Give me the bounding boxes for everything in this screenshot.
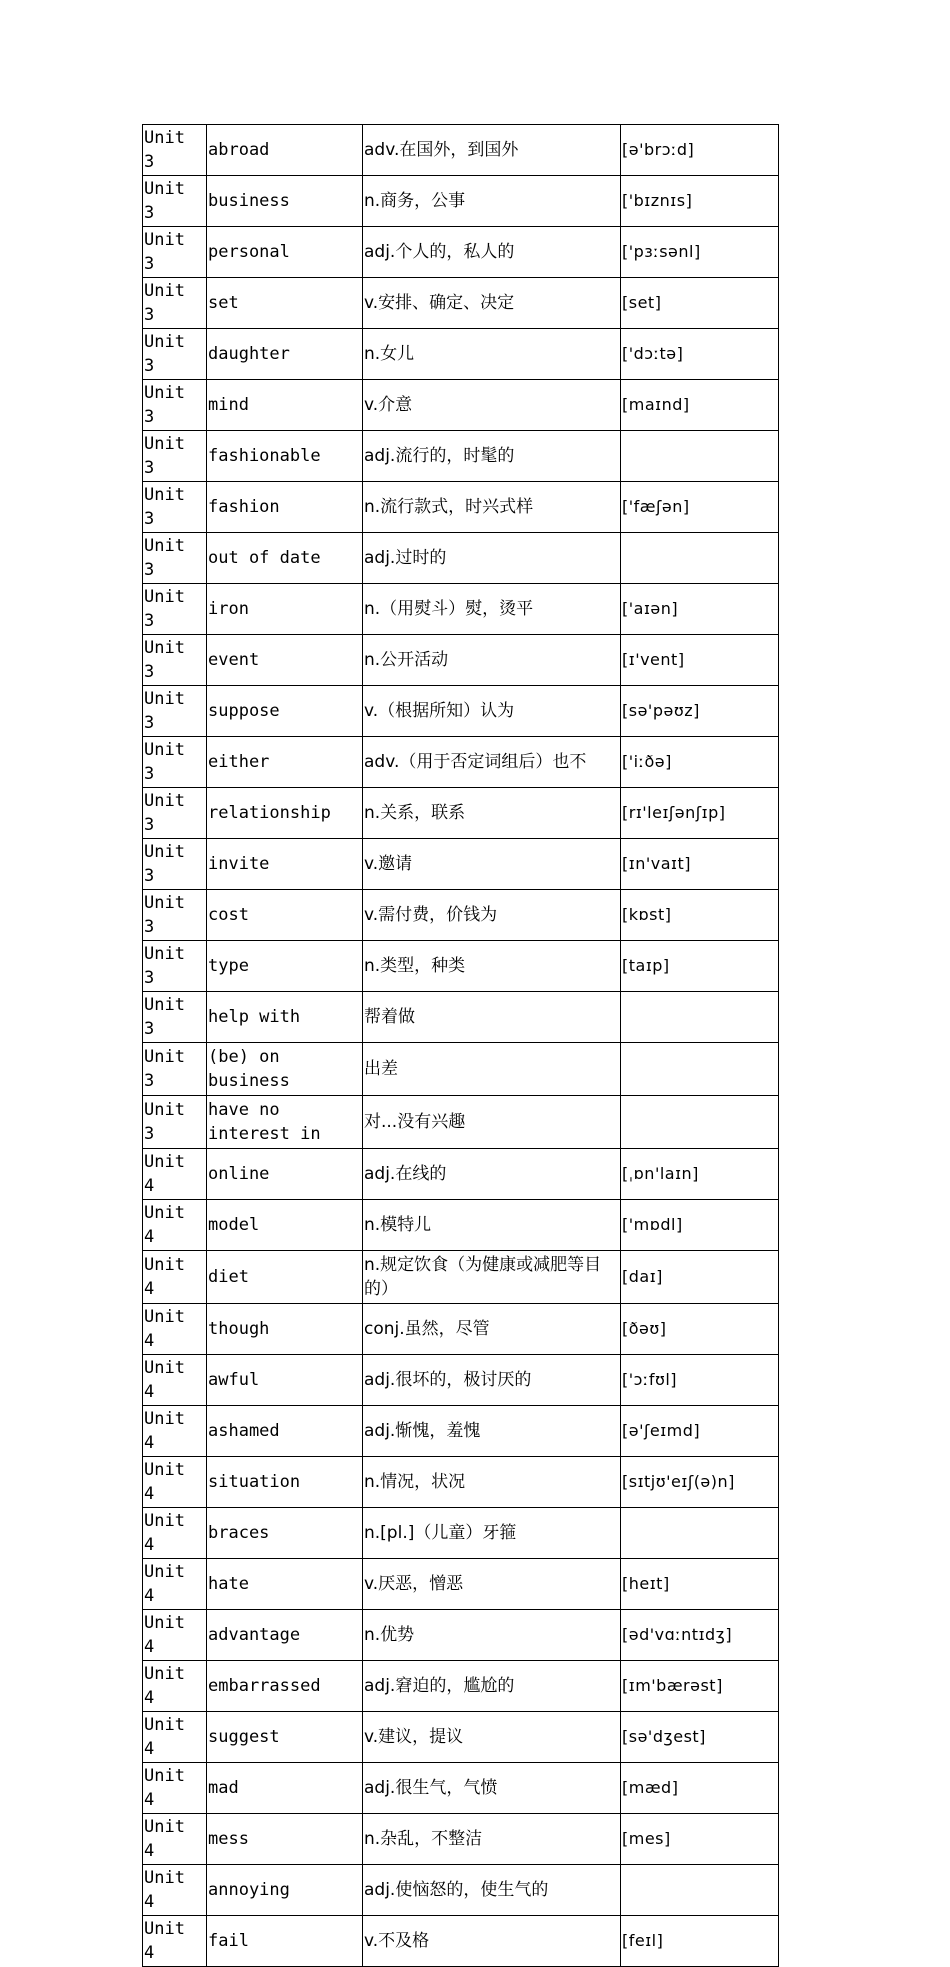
definition-cell: adj.很生气，气愤 bbox=[363, 1763, 621, 1814]
pronunciation-cell bbox=[621, 1096, 779, 1149]
definition-cell: n.杂乱，不整洁 bbox=[363, 1814, 621, 1865]
unit-cell: Unit 3 bbox=[143, 992, 207, 1043]
word-cell: mind bbox=[207, 380, 363, 431]
word-cell: awful bbox=[207, 1355, 363, 1406]
table-row bbox=[143, 1406, 779, 1457]
pronunciation-cell: [feɪl] bbox=[621, 1916, 779, 1967]
vocabulary-table bbox=[142, 124, 779, 1967]
word-cell: cost bbox=[207, 890, 363, 941]
table-row bbox=[143, 1355, 779, 1406]
definition-cell: v.需付费，价钱为 bbox=[363, 890, 621, 941]
table-row bbox=[143, 1865, 779, 1916]
table-row bbox=[143, 1043, 779, 1096]
definition-cell: adj.流行的，时髦的 bbox=[363, 431, 621, 482]
unit-cell: Unit 4 bbox=[143, 1661, 207, 1712]
pronunciation-cell: [ðəʊ] bbox=[621, 1304, 779, 1355]
table-row bbox=[143, 584, 779, 635]
unit-cell: Unit 3 bbox=[143, 1096, 207, 1149]
table-row bbox=[143, 839, 779, 890]
word-cell: (be) on business bbox=[207, 1043, 363, 1096]
pronunciation-cell: [sə'dʒest] bbox=[621, 1712, 779, 1763]
definition-cell: 出差 bbox=[363, 1043, 621, 1096]
unit-cell: Unit 4 bbox=[143, 1251, 207, 1304]
table-row bbox=[143, 1251, 779, 1304]
definition-cell: conj.虽然，尽管 bbox=[363, 1304, 621, 1355]
word-cell: fashion bbox=[207, 482, 363, 533]
definition-cell: v.（根据所知）认为 bbox=[363, 686, 621, 737]
pronunciation-cell bbox=[621, 431, 779, 482]
unit-cell: Unit 3 bbox=[143, 584, 207, 635]
pronunciation-cell: [heɪt] bbox=[621, 1559, 779, 1610]
definition-cell: adj.惭愧，羞愧 bbox=[363, 1406, 621, 1457]
definition-cell: adv.（用于否定词组后）也不 bbox=[363, 737, 621, 788]
definition-cell: n.规定饮食（为健康或减肥等目的） bbox=[363, 1251, 621, 1304]
table-row bbox=[143, 788, 779, 839]
unit-cell: Unit 4 bbox=[143, 1508, 207, 1559]
table-row bbox=[143, 1661, 779, 1712]
unit-cell: Unit 3 bbox=[143, 227, 207, 278]
word-cell: suppose bbox=[207, 686, 363, 737]
definition-cell: n.优势 bbox=[363, 1610, 621, 1661]
table-row bbox=[143, 1200, 779, 1251]
word-cell: either bbox=[207, 737, 363, 788]
table-row bbox=[143, 992, 779, 1043]
pronunciation-cell: [sə'pəʊz] bbox=[621, 686, 779, 737]
table-row bbox=[143, 125, 779, 176]
pronunciation-cell: [ə'ʃeɪmd] bbox=[621, 1406, 779, 1457]
word-cell: mad bbox=[207, 1763, 363, 1814]
definition-cell: v.厌恶，憎恶 bbox=[363, 1559, 621, 1610]
pronunciation-cell: [mæd] bbox=[621, 1763, 779, 1814]
pronunciation-cell: ['mɒdl] bbox=[621, 1200, 779, 1251]
unit-cell: Unit 4 bbox=[143, 1559, 207, 1610]
definition-cell: v.不及格 bbox=[363, 1916, 621, 1967]
pronunciation-cell: ['dɔːtə] bbox=[621, 329, 779, 380]
unit-cell: Unit 4 bbox=[143, 1304, 207, 1355]
word-cell: type bbox=[207, 941, 363, 992]
table-row bbox=[143, 1712, 779, 1763]
unit-cell: Unit 3 bbox=[143, 533, 207, 584]
table-row bbox=[143, 176, 779, 227]
definition-cell: adj.很坏的，极讨厌的 bbox=[363, 1355, 621, 1406]
unit-cell: Unit 4 bbox=[143, 1610, 207, 1661]
pronunciation-cell: [ɪ'vent] bbox=[621, 635, 779, 686]
unit-cell: Unit 3 bbox=[143, 737, 207, 788]
table-row bbox=[143, 1559, 779, 1610]
word-cell: advantage bbox=[207, 1610, 363, 1661]
word-cell: set bbox=[207, 278, 363, 329]
table-row bbox=[143, 1149, 779, 1200]
unit-cell: Unit 4 bbox=[143, 1200, 207, 1251]
word-cell: personal bbox=[207, 227, 363, 278]
pronunciation-cell: [ɪm'bærəst] bbox=[621, 1661, 779, 1712]
unit-cell: Unit 4 bbox=[143, 1712, 207, 1763]
pronunciation-cell bbox=[621, 992, 779, 1043]
word-cell: suggest bbox=[207, 1712, 363, 1763]
table-row bbox=[143, 941, 779, 992]
word-cell: business bbox=[207, 176, 363, 227]
unit-cell: Unit 3 bbox=[143, 482, 207, 533]
definition-cell: n.女儿 bbox=[363, 329, 621, 380]
definition-cell: adv.在国外，到国外 bbox=[363, 125, 621, 176]
unit-cell: Unit 4 bbox=[143, 1457, 207, 1508]
pronunciation-cell: [set] bbox=[621, 278, 779, 329]
word-cell: hate bbox=[207, 1559, 363, 1610]
table-row bbox=[143, 1610, 779, 1661]
pronunciation-cell: ['bɪznɪs] bbox=[621, 176, 779, 227]
word-cell: mess bbox=[207, 1814, 363, 1865]
unit-cell: Unit 4 bbox=[143, 1916, 207, 1967]
word-cell: relationship bbox=[207, 788, 363, 839]
table-row bbox=[143, 380, 779, 431]
unit-cell: Unit 3 bbox=[143, 890, 207, 941]
definition-cell: v.邀请 bbox=[363, 839, 621, 890]
table-row bbox=[143, 533, 779, 584]
pronunciation-cell bbox=[621, 533, 779, 584]
word-cell: event bbox=[207, 635, 363, 686]
word-cell: though bbox=[207, 1304, 363, 1355]
unit-cell: Unit 4 bbox=[143, 1355, 207, 1406]
word-cell: online bbox=[207, 1149, 363, 1200]
pronunciation-cell: [ɪn'vaɪt] bbox=[621, 839, 779, 890]
pronunciation-cell: [ə'brɔːd] bbox=[621, 125, 779, 176]
pronunciation-cell: [mes] bbox=[621, 1814, 779, 1865]
unit-cell: Unit 3 bbox=[143, 125, 207, 176]
unit-cell: Unit 3 bbox=[143, 686, 207, 737]
table-row bbox=[143, 1916, 779, 1967]
unit-cell: Unit 3 bbox=[143, 380, 207, 431]
word-cell: abroad bbox=[207, 125, 363, 176]
definition-cell: 对...没有兴趣 bbox=[363, 1096, 621, 1149]
definition-cell: n.流行款式，时兴式样 bbox=[363, 482, 621, 533]
pronunciation-cell: [taɪp] bbox=[621, 941, 779, 992]
pronunciation-cell: ['aɪən] bbox=[621, 584, 779, 635]
pronunciation-cell bbox=[621, 1865, 779, 1916]
table-row bbox=[143, 431, 779, 482]
table-row bbox=[143, 278, 779, 329]
table-row bbox=[143, 482, 779, 533]
unit-cell: Unit 3 bbox=[143, 278, 207, 329]
definition-cell: adj.使恼怒的，使生气的 bbox=[363, 1865, 621, 1916]
definition-cell: v.建议，提议 bbox=[363, 1712, 621, 1763]
table-row bbox=[143, 1457, 779, 1508]
word-cell: situation bbox=[207, 1457, 363, 1508]
definition-cell: n.商务，公事 bbox=[363, 176, 621, 227]
definition-cell: n.情况，状况 bbox=[363, 1457, 621, 1508]
unit-cell: Unit 4 bbox=[143, 1763, 207, 1814]
table-row bbox=[143, 1508, 779, 1559]
word-cell: fail bbox=[207, 1916, 363, 1967]
table-row bbox=[143, 1304, 779, 1355]
pronunciation-cell: [sɪtjʊ'eɪʃ(ə)n] bbox=[621, 1457, 779, 1508]
word-cell: fashionable bbox=[207, 431, 363, 482]
pronunciation-cell: ['fæʃən] bbox=[621, 482, 779, 533]
pronunciation-cell: ['pɜːsənl] bbox=[621, 227, 779, 278]
table-row bbox=[143, 1096, 779, 1149]
definition-cell: v.介意 bbox=[363, 380, 621, 431]
word-cell: iron bbox=[207, 584, 363, 635]
definition-cell: 帮着做 bbox=[363, 992, 621, 1043]
table-row bbox=[143, 329, 779, 380]
unit-cell: Unit 3 bbox=[143, 431, 207, 482]
definition-cell: n.[pl.]（儿童）牙箍 bbox=[363, 1508, 621, 1559]
vocabulary-table-body bbox=[143, 125, 779, 1967]
pronunciation-cell: [əd'vɑːntɪdʒ] bbox=[621, 1610, 779, 1661]
pronunciation-cell: [daɪ] bbox=[621, 1251, 779, 1304]
table-row bbox=[143, 686, 779, 737]
unit-cell: Unit 3 bbox=[143, 941, 207, 992]
definition-cell: adj.个人的，私人的 bbox=[363, 227, 621, 278]
unit-cell: Unit 4 bbox=[143, 1406, 207, 1457]
definition-cell: n.模特儿 bbox=[363, 1200, 621, 1251]
definition-cell: v.安排、确定、决定 bbox=[363, 278, 621, 329]
definition-cell: adj.窘迫的，尴尬的 bbox=[363, 1661, 621, 1712]
table-row bbox=[143, 737, 779, 788]
definition-cell: n.类型，种类 bbox=[363, 941, 621, 992]
word-cell: annoying bbox=[207, 1865, 363, 1916]
pronunciation-cell: ['ɔːfʊl] bbox=[621, 1355, 779, 1406]
pronunciation-cell: [rɪ'leɪʃənʃɪp] bbox=[621, 788, 779, 839]
pronunciation-cell: [ˌɒn'laɪn] bbox=[621, 1149, 779, 1200]
table-row bbox=[143, 1763, 779, 1814]
word-cell: ashamed bbox=[207, 1406, 363, 1457]
word-cell: invite bbox=[207, 839, 363, 890]
pronunciation-cell bbox=[621, 1043, 779, 1096]
definition-cell: n.公开活动 bbox=[363, 635, 621, 686]
definition-cell: n.关系，联系 bbox=[363, 788, 621, 839]
word-cell: daughter bbox=[207, 329, 363, 380]
unit-cell: Unit 3 bbox=[143, 839, 207, 890]
pronunciation-cell: [kɒst] bbox=[621, 890, 779, 941]
definition-cell: adj.在线的 bbox=[363, 1149, 621, 1200]
word-cell: diet bbox=[207, 1251, 363, 1304]
table-row bbox=[143, 890, 779, 941]
table-row bbox=[143, 227, 779, 278]
unit-cell: Unit 3 bbox=[143, 788, 207, 839]
word-cell: model bbox=[207, 1200, 363, 1251]
unit-cell: Unit 4 bbox=[143, 1814, 207, 1865]
word-cell: help with bbox=[207, 992, 363, 1043]
unit-cell: Unit 3 bbox=[143, 329, 207, 380]
table-row bbox=[143, 1814, 779, 1865]
pronunciation-cell bbox=[621, 1508, 779, 1559]
definition-cell: n.（用熨斗）熨，烫平 bbox=[363, 584, 621, 635]
unit-cell: Unit 4 bbox=[143, 1149, 207, 1200]
word-cell: embarrassed bbox=[207, 1661, 363, 1712]
pronunciation-cell: ['iːðə] bbox=[621, 737, 779, 788]
unit-cell: Unit 3 bbox=[143, 1043, 207, 1096]
definition-cell: adj.过时的 bbox=[363, 533, 621, 584]
table-row bbox=[143, 635, 779, 686]
word-cell: have no interest in bbox=[207, 1096, 363, 1149]
unit-cell: Unit 3 bbox=[143, 176, 207, 227]
word-cell: out of date bbox=[207, 533, 363, 584]
unit-cell: Unit 4 bbox=[143, 1865, 207, 1916]
pronunciation-cell: [maɪnd] bbox=[621, 380, 779, 431]
word-cell: braces bbox=[207, 1508, 363, 1559]
unit-cell: Unit 3 bbox=[143, 635, 207, 686]
